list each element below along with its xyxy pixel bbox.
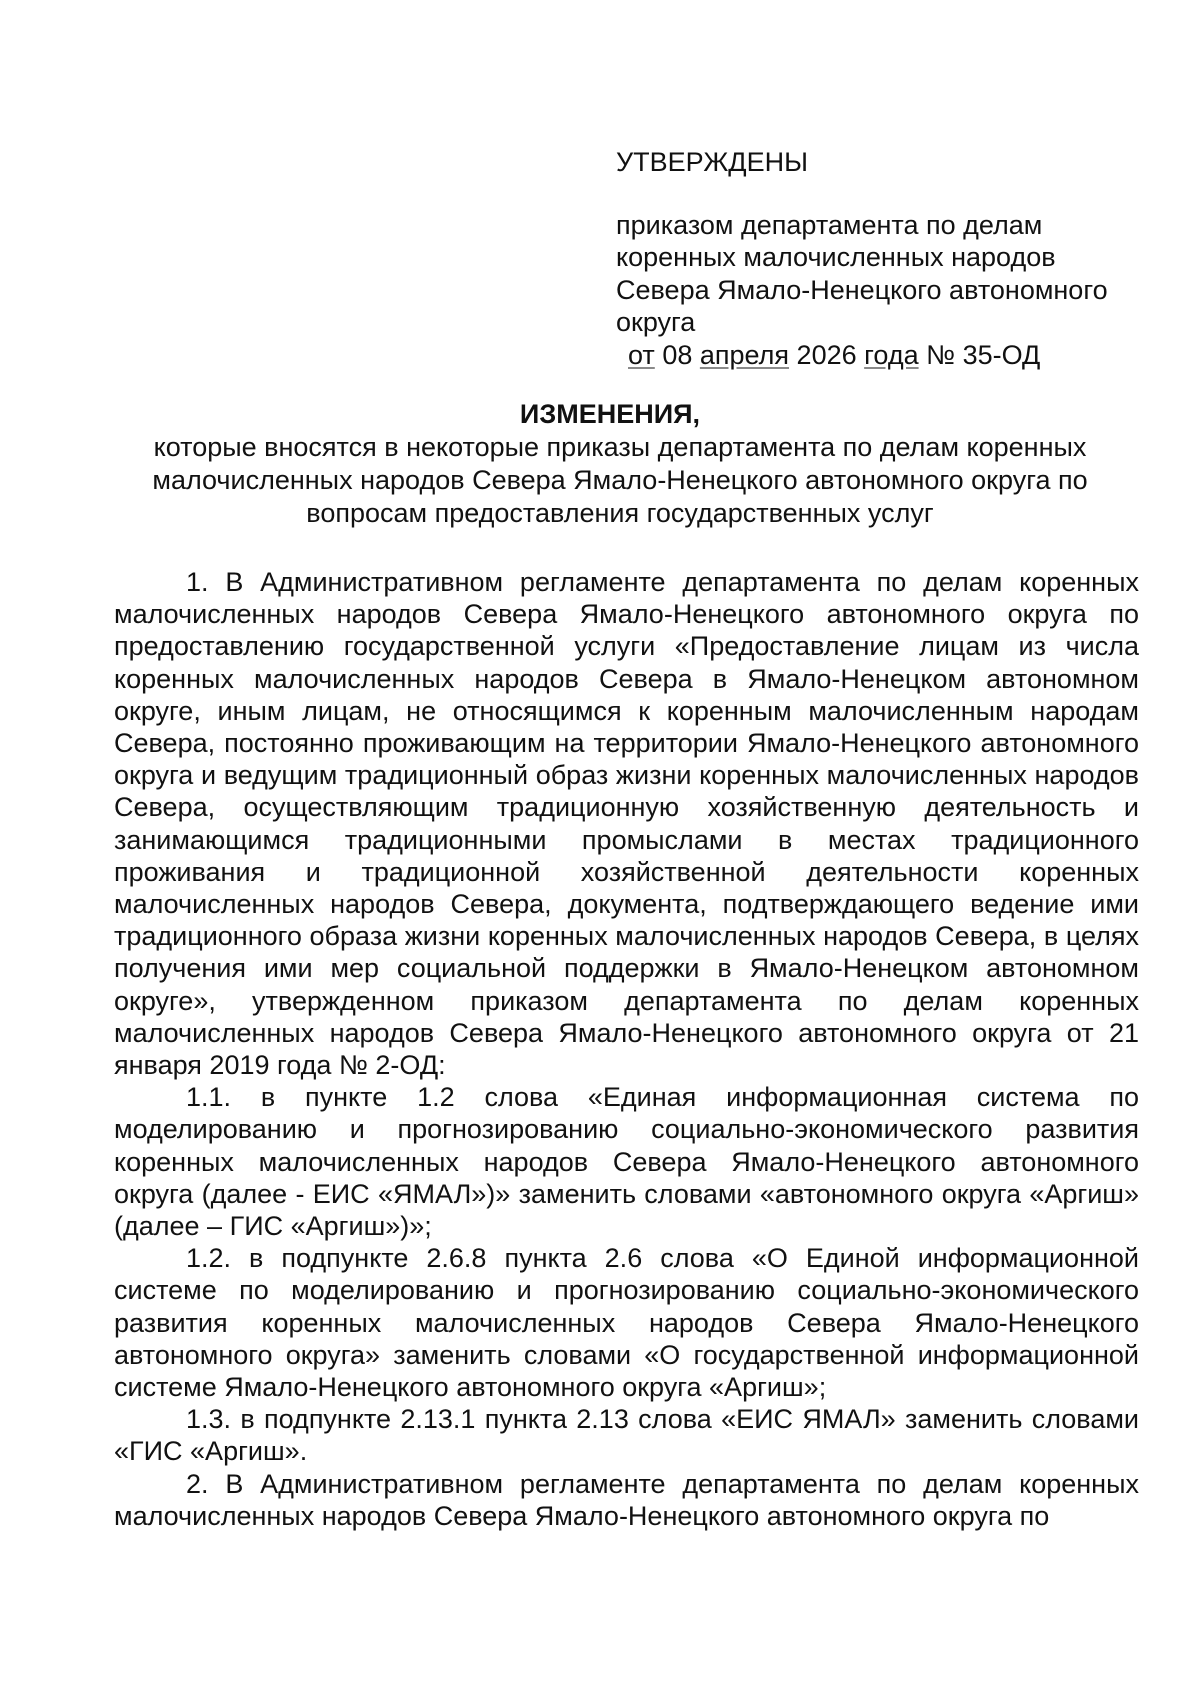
paragraph-1-2: 1.2. в подпункте 2.6.8 пункта 2.6 слова «О Единой информационной системе по моделированию и прогнозированию социально-экономического развития коренных малочисленных народов Севера Ямало-Ненецкого автономного округа» заменить словами «О государственной информационной системе Ямало-Ненецкого автономного округа «Аргиш»; [114,1243,1139,1403]
document-subtitle: которые вносятся в некоторые приказы департамента по делам коренных малочисленных народов Севера Ямало-Ненецкого автономного округа по вопросам предоставления государственных услуг [152,432,1088,528]
order-year: 2026 [796,339,857,370]
document-title: ИЗМЕНЕНИЯ, [519,399,701,429]
order-reference [616,339,1136,372]
paragraph-1: 1. В Административном регламенте департамента по делам коренных малочисленных народов Севера Ямало-Ненецкого автономного округа по предоставлению государственной услуги «Предоставление лицам из числа коренных малочисленных народов Севера в Ямало-Ненецком автономном округе, иным лицам, не относящимся к коренным малочисленным народам Севера, постоянно проживающим на территории Ямало-Ненецкого автономного округа и ведущим традиционный образ жизни коренных малочисленных народов Севера, осуществляющим традиционную хозяйственную деятельность и занимающимся традиционными промыслами в местах традиционного проживания и традиционной хозяйственной деятельности коренных малочисленных народов Севера, документа, подтверждающего ведение ими традиционного образа жизни коренных малочисленных народов Севера, в целях получения ими мер социальной поддержки в Ямало-Ненецком автономном округе», утвержденном приказом департамента по делам коренных малочисленных народов Севера Ямало-Ненецкого автономного округа от 21 января 2019 года № 2-ОД: [114,567,1139,1081]
paragraph-1-1: 1.1. в пункте 1.2 слова «Единая информационная система по моделированию и прогнозированию социально-экономического развития коренных малочисленных народов Севера Ямало-Ненецкого автономного округа (далее - ЕИС «ЯМАЛ»)» заменить словами «автономного округа «Аргиш» (далее – ГИС «Аргиш»)»; [114,1082,1139,1242]
order-month: апреля [699,339,790,370]
order-number: № 35-ОД [926,339,1041,370]
order-from: от [628,339,655,370]
approval-basis: приказом департамента по делам коренных малочисленных народов Севера Ямало-Ненецкого автономного округа [616,209,1108,337]
document-body [114,566,1139,1532]
order-year-word: года [864,339,919,370]
paragraph-2: 2. В Административном регламенте департамента по делам коренных малочисленных народов Севера Ямало-Ненецкого автономного округа по [114,1468,1139,1531]
approval-block [616,146,1136,371]
document-heading [130,398,1110,530]
paragraph-1-3: 1.3. в подпункте 2.13.1 пункта 2.13 слова «ЕИС ЯМАЛ» заменить словами «ГИС «Аргиш». [114,1404,1139,1467]
approval-title: УТВЕРЖДЕНЫ [616,147,808,177]
order-day: 08 [662,339,693,370]
